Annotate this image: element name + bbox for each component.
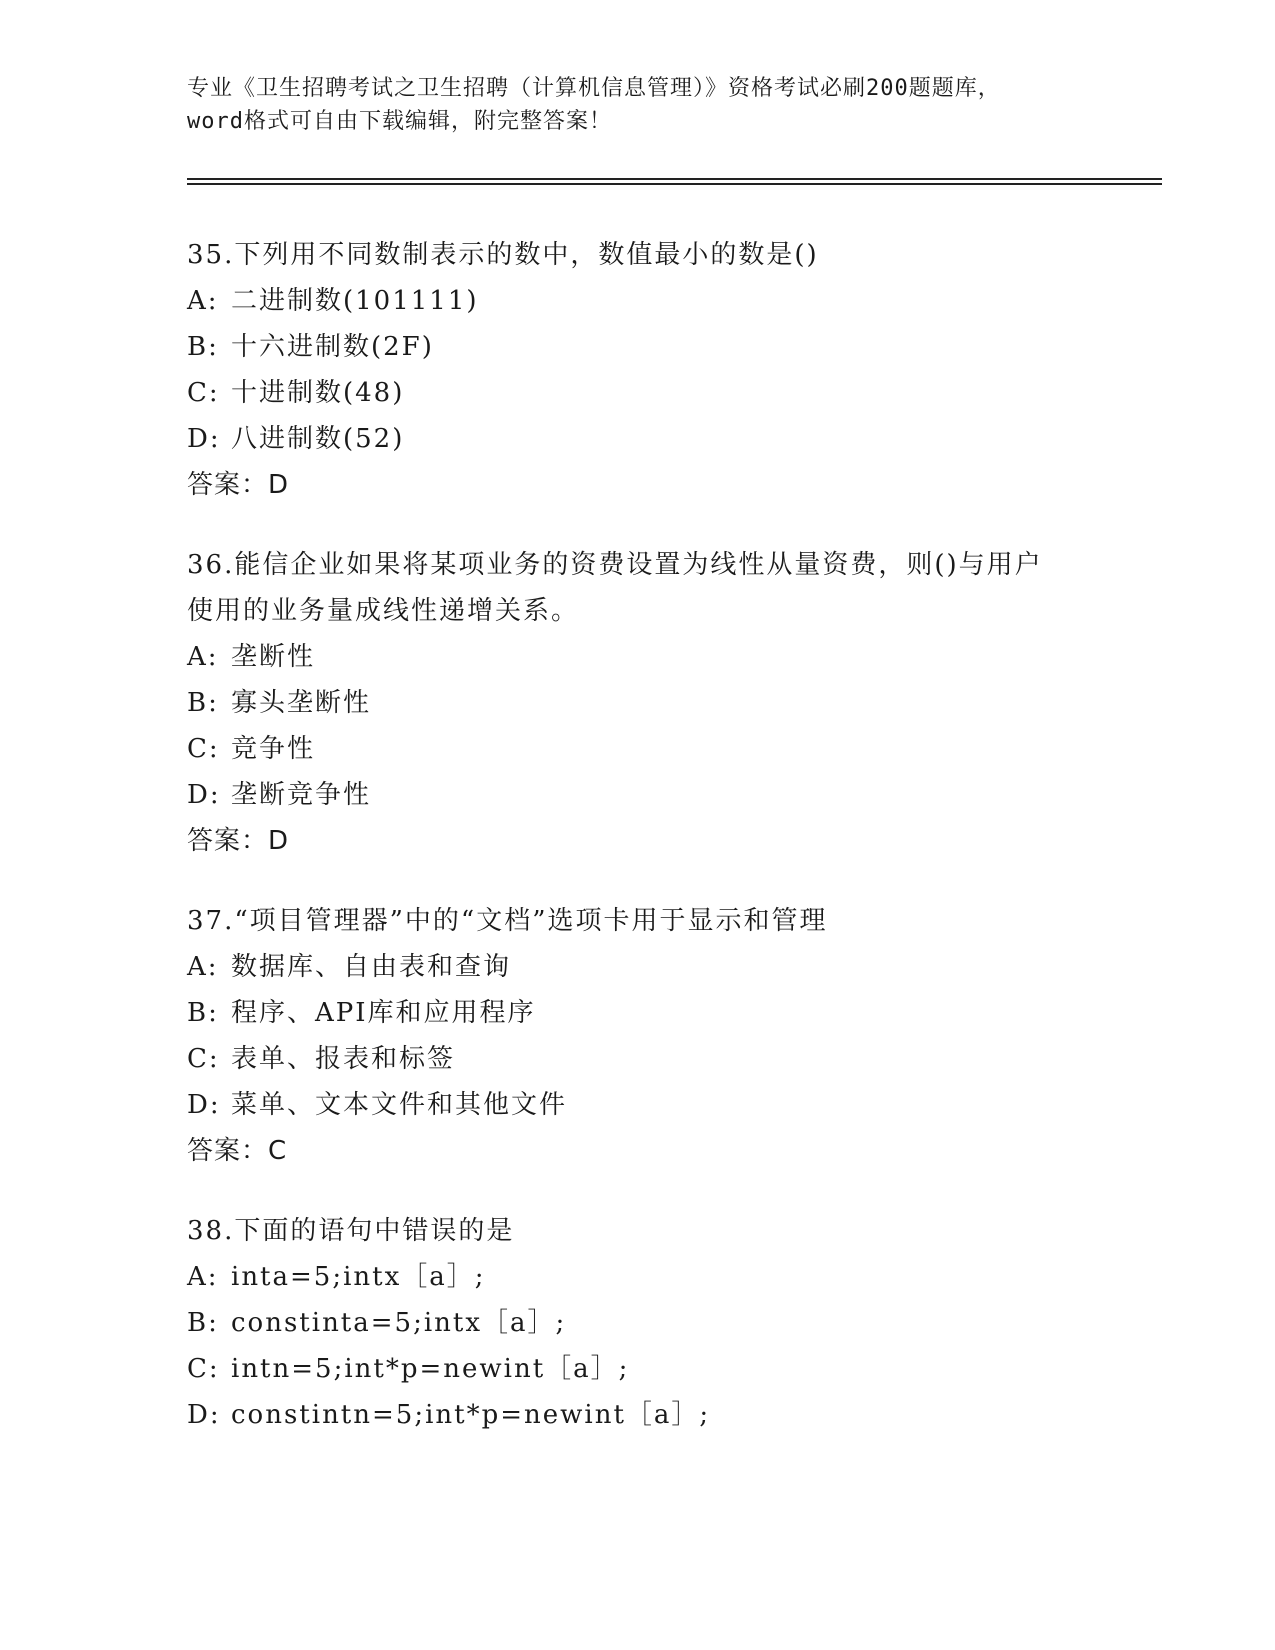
question-38 bbox=[187, 1208, 1087, 1438]
option-key: B: bbox=[187, 332, 219, 362]
option-a bbox=[187, 1254, 1087, 1300]
option-text: constinta=5;intx［a］; bbox=[231, 1308, 567, 1338]
option-c bbox=[187, 1346, 1087, 1392]
question-list bbox=[187, 232, 1087, 1472]
header-line-2: word格式可自由下载编辑，附完整答案！ bbox=[187, 109, 612, 134]
option-text: constintn=5;int*p=newint［a］; bbox=[231, 1400, 711, 1430]
option-text: 垄断性 bbox=[231, 642, 316, 672]
option-key: B: bbox=[187, 1308, 219, 1338]
question-36 bbox=[187, 542, 1087, 864]
option-d bbox=[187, 772, 1087, 818]
option-c bbox=[187, 1036, 1087, 1082]
question-stem: 36.能信企业如果将某项业务的资费设置为线性从量资费，则()与用户使用的业务量成线性递增关系。 bbox=[187, 550, 1043, 626]
option-a bbox=[187, 944, 1087, 990]
option-text: 十六进制数(2F) bbox=[231, 332, 434, 362]
option-key: C: bbox=[187, 1354, 220, 1384]
question-stem: 37.“项目管理器”中的“文档”选项卡用于显示和管理 bbox=[187, 906, 828, 936]
option-text: 程序、API库和应用程序 bbox=[231, 998, 536, 1028]
option-d bbox=[187, 416, 1087, 462]
option-key: C: bbox=[187, 1044, 220, 1074]
option-text: 八进制数(52) bbox=[231, 424, 405, 454]
option-key: B: bbox=[187, 998, 219, 1028]
option-b bbox=[187, 1300, 1087, 1346]
option-text: inta=5;intx［a］; bbox=[231, 1262, 486, 1292]
option-d bbox=[187, 1082, 1087, 1128]
answer: 答案：C bbox=[187, 1136, 288, 1166]
option-text: 竞争性 bbox=[231, 734, 316, 764]
option-a bbox=[187, 278, 1087, 324]
question-stem: 38.下面的语句中错误的是 bbox=[187, 1216, 515, 1246]
option-b bbox=[187, 990, 1087, 1036]
header-line-1: 专业《卫生招聘考试之卫生招聘（计算机信息管理）》资格考试必刷200题题库， bbox=[187, 76, 1001, 101]
option-key: C: bbox=[187, 734, 220, 764]
answer: 答案：D bbox=[187, 826, 290, 856]
option-key: C: bbox=[187, 378, 220, 408]
option-key: D: bbox=[187, 1400, 221, 1430]
option-text: 十进制数(48) bbox=[231, 378, 405, 408]
question-35 bbox=[187, 232, 1087, 508]
option-key: B: bbox=[187, 688, 219, 718]
option-text: 菜单、文本文件和其他文件 bbox=[231, 1090, 568, 1120]
option-a bbox=[187, 634, 1087, 680]
option-c bbox=[187, 726, 1087, 772]
option-c bbox=[187, 370, 1087, 416]
option-text: 二进制数(101111) bbox=[231, 286, 479, 316]
document-header bbox=[187, 72, 1087, 138]
option-text: 数据库、自由表和查询 bbox=[231, 952, 512, 982]
header-divider-bottom bbox=[187, 183, 1162, 185]
option-key: D: bbox=[187, 1090, 221, 1120]
option-key: D: bbox=[187, 780, 221, 810]
option-key: A: bbox=[187, 1262, 219, 1292]
question-stem: 35.下列用不同数制表示的数中，数值最小的数是() bbox=[187, 240, 819, 270]
option-b bbox=[187, 680, 1087, 726]
option-text: 垄断竞争性 bbox=[231, 780, 372, 810]
answer: 答案：D bbox=[187, 470, 290, 500]
header-divider-top bbox=[187, 178, 1162, 180]
option-text: 寡头垄断性 bbox=[231, 688, 372, 718]
option-d bbox=[187, 1392, 1087, 1438]
option-text: 表单、报表和标签 bbox=[231, 1044, 456, 1074]
question-37 bbox=[187, 898, 1087, 1174]
option-key: A: bbox=[187, 642, 219, 672]
option-key: A: bbox=[187, 952, 219, 982]
option-b bbox=[187, 324, 1087, 370]
option-text: intn=5;int*p=newint［a］; bbox=[231, 1354, 630, 1384]
option-key: D: bbox=[187, 424, 221, 454]
option-key: A: bbox=[187, 286, 219, 316]
